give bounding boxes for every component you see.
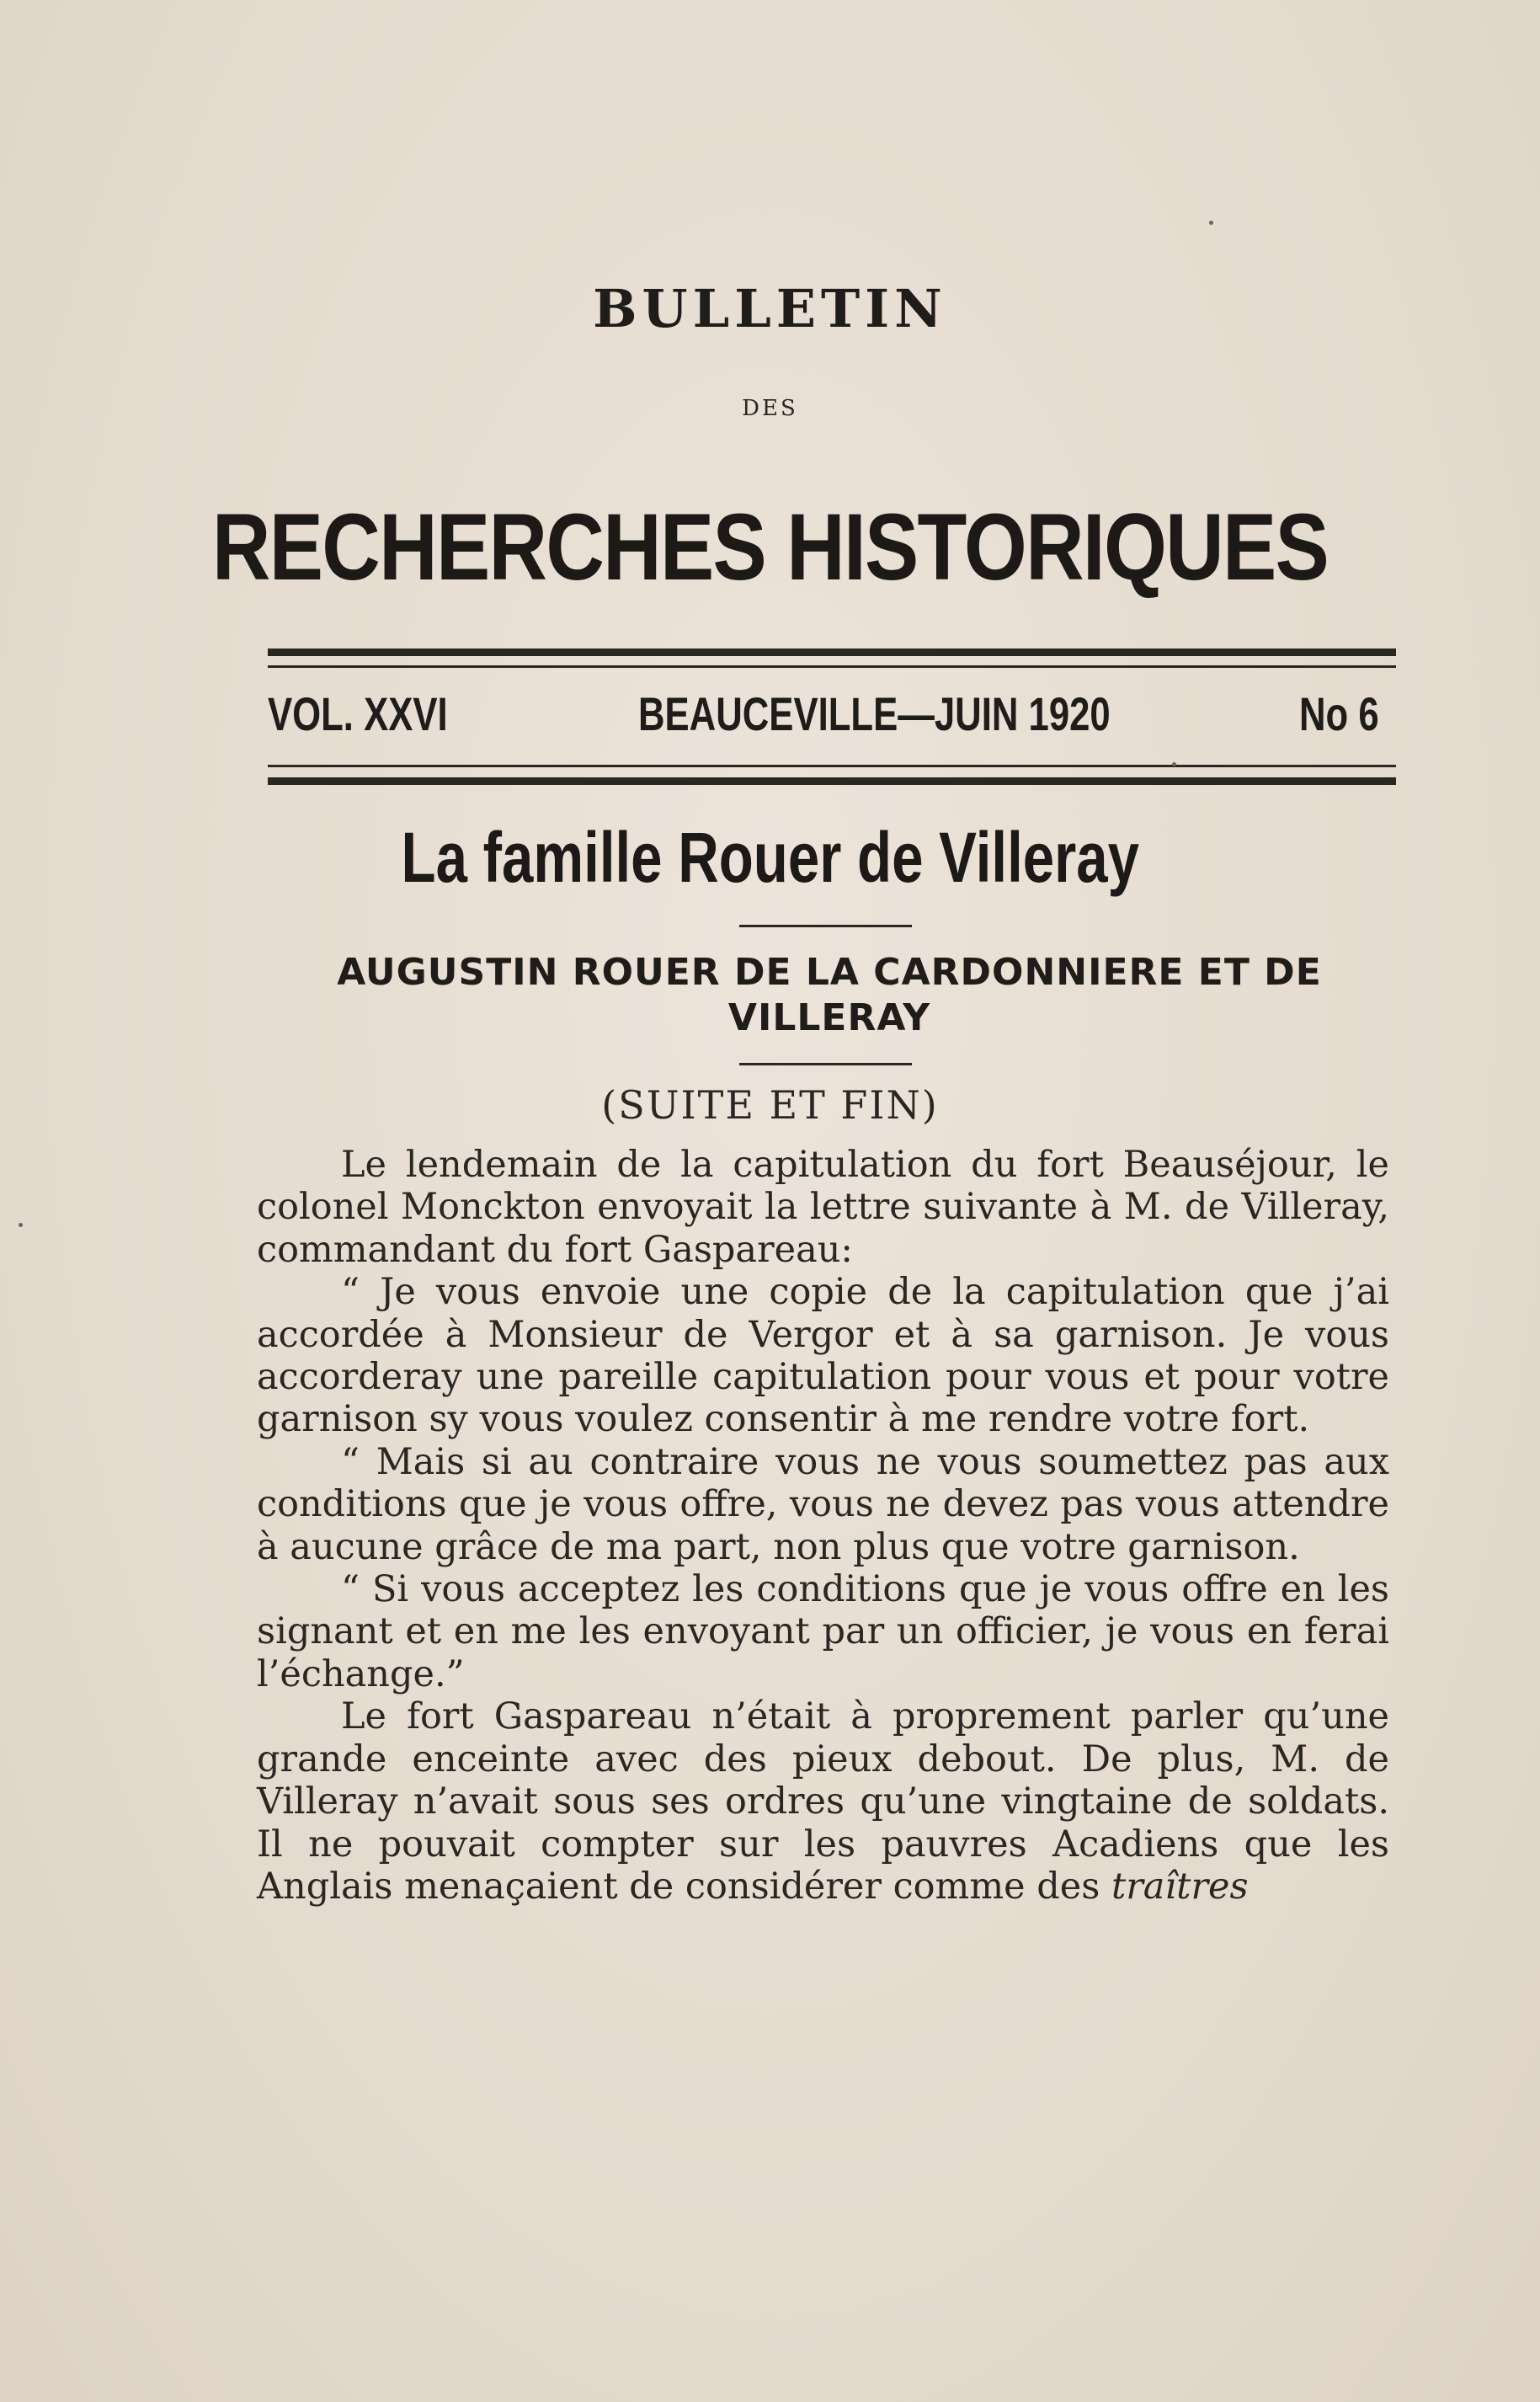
- paragraph: “ Si vous acceptez les conditions que je vous offre en les signant et en me les envoyant par un officier, je vous en ferai l’échange.”: [257, 1568, 1389, 1695]
- paragraph: “ Je vous envoie une copie de la capitulation que j’ai accordée à Monsieur de Vergor et à sa garnison. Je vous accorderay une pareille capitulation pour vous et pour votre garnison sy vous voulez consentir à me rendre votre fort.: [257, 1271, 1389, 1441]
- issue-info-bar: [268, 686, 1396, 747]
- paper-speck: [1209, 221, 1213, 225]
- paper-speck: [1172, 762, 1176, 766]
- italic-word: traîtres: [1111, 1865, 1249, 1908]
- masthead-recherches-historiques: RECHERCHES HISTORIQUES: [211, 494, 1329, 600]
- paragraph: Le lendemain de la capitulation du fort Beauséjour, le colonel Monckton envoyait la lettre suivante à M. de Villeray, commandant du fort Gaspareau:: [257, 1144, 1389, 1271]
- masthead-des: DES: [742, 396, 798, 421]
- continuation-label: (SUITE ET FIN): [601, 1082, 939, 1128]
- paragraph-last: Le fort Gaspareau n’était à proprement parler qu’une grande enceinte avec des pieux debout. De plus, M. de Villeray n’avait sous ses ordres qu’une vingtaine de soldats. Il ne pouvait compter sur les pauvres Acadiens que les Anglais menaçaient de considérer comme des traîtres: [257, 1695, 1389, 1908]
- volume-label: VOL. XXVI: [268, 687, 448, 740]
- header-rule-thin-bottom: [268, 765, 1396, 767]
- title-divider: [739, 925, 912, 927]
- header-rule-thick-bottom: [268, 777, 1396, 785]
- header-rule-thick-top: [268, 649, 1396, 656]
- issue-number-label: No 6: [1299, 687, 1379, 740]
- article-body: [257, 1144, 1389, 1908]
- subtitle-divider: [739, 1063, 912, 1065]
- header-rule-thin-top: [268, 665, 1396, 668]
- article-title: La famille Rouer de Villeray: [401, 818, 1139, 897]
- article-subtitle: AUGUSTIN ROUER DE LA CARDONNIERE ET DE VILLERAY: [337, 951, 1322, 1039]
- place-date-label: BEAUCEVILLE—JUIN 1920: [638, 687, 1111, 740]
- paragraph: “ Mais si au contraire vous ne vous soumettez pas aux conditions que je vous offre, vous ne devez pas vous attendre à aucune grâce de ma part, non plus que votre garnison.: [257, 1440, 1389, 1568]
- masthead-bulletin: BULLETIN: [593, 278, 947, 339]
- paper-speck: [19, 1223, 23, 1227]
